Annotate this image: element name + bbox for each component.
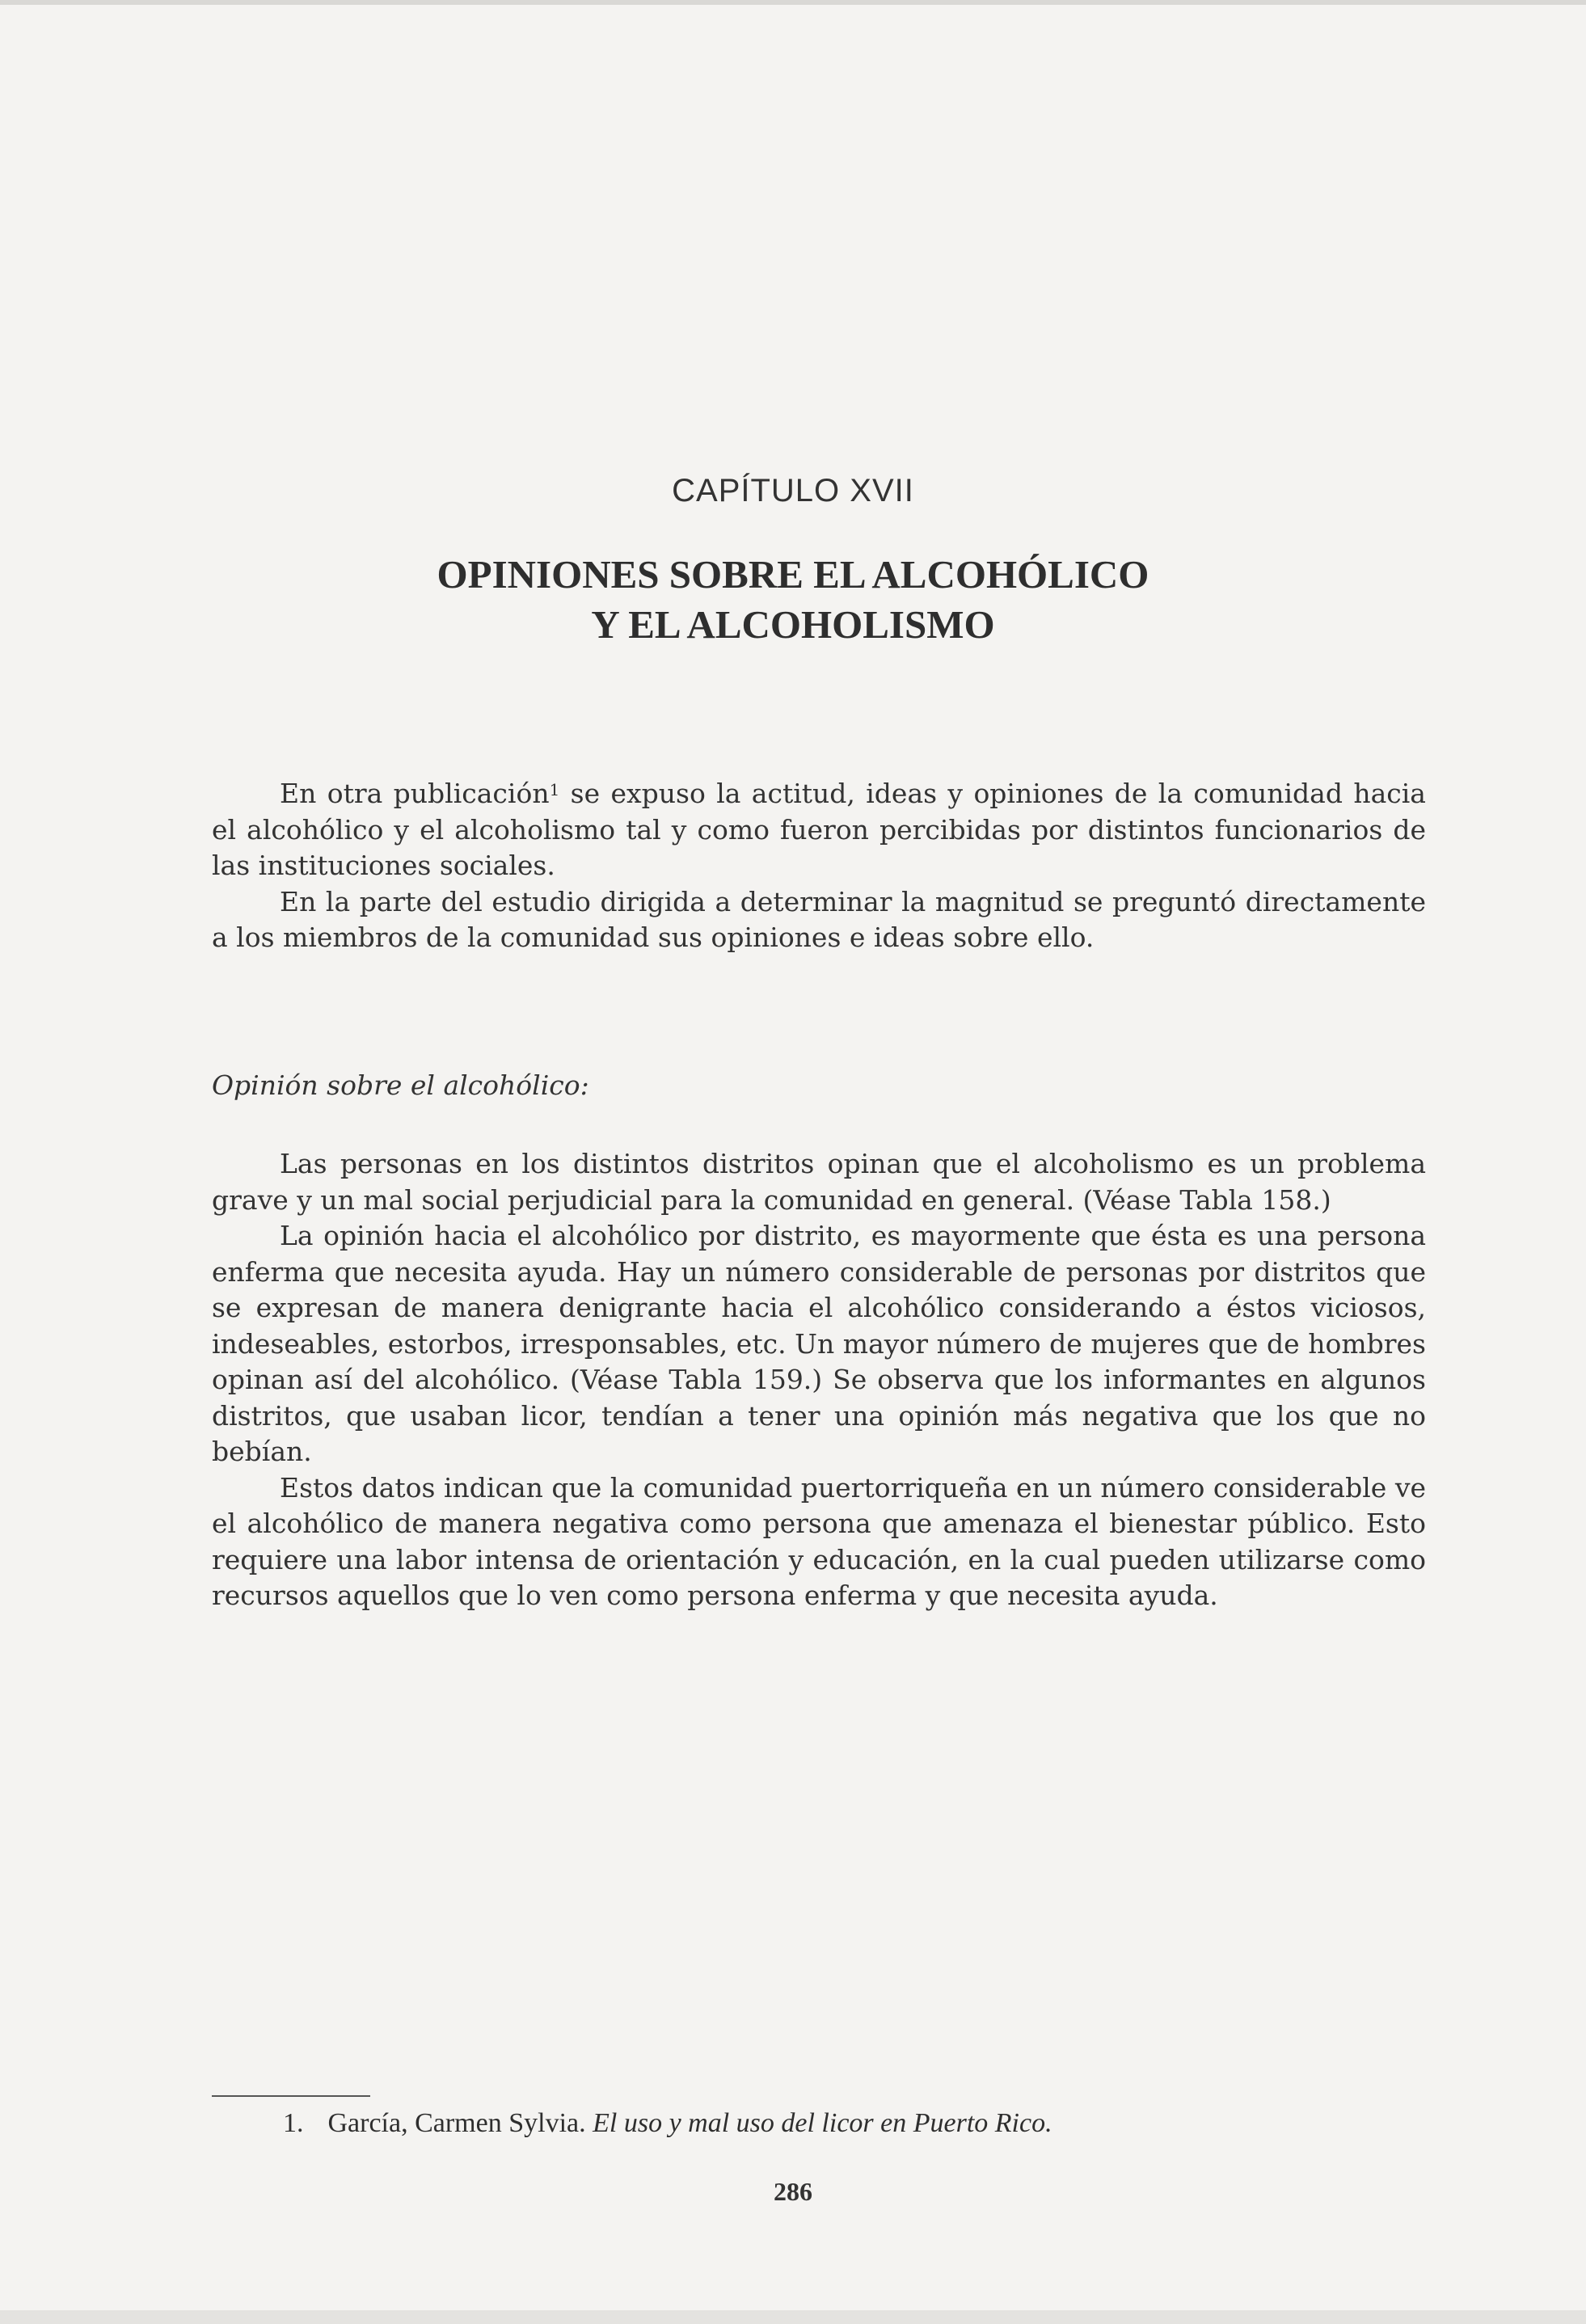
chapter-title-line-2: Y EL ALCOHOLISMO: [591, 602, 995, 647]
chapter-title: [0, 550, 1586, 650]
page-bottom-edge: [0, 2310, 1586, 2324]
section-paragraph-2: La opinión hacia el alcohólico por distrito, es mayormente que ésta es una persona enferma que necesita ayuda. Hay un número considerable de personas por distritos que se expresan de manera denigrante hacia el alcohólico considerando a éstos viciosos, indeseables, estorbos, irresponsables, etc. Un mayor número de mujeres que de hombres opinan así del alcohólico. (Véase Tabla 159.) Se observa que los informantes en algunos distritos, que usaban licor, tendían a tener una opinión más negativa que los que no bebían.: [212, 1220, 1426, 1467]
intro-paragraph-1-rest: se expuso la actitud, ideas y opiniones de la comunidad hacia el alcohólico y el alcoholismo tal y como fueron percibidas por distintos funcionarios de las instituciones sociales.: [212, 778, 1426, 881]
footnote: [283, 2108, 1052, 2139]
intro-block: [212, 776, 1426, 956]
page-top-edge: [0, 0, 1586, 5]
intro-paragraph-2: En la parte del estudio dirigida a determinar la magnitud se preguntó directamente a los miembros de la comunidad sus opiniones e ideas sobre ello.: [212, 885, 1426, 953]
intro-paragraph-1: [212, 776, 1426, 884]
footnote-divider: [212, 2095, 370, 2097]
footnote-author: García, Carmen Sylvia.: [327, 2108, 586, 2138]
footnote-work-title: El uso y mal uso del licor en Puerto Rico.: [593, 2108, 1052, 2138]
section-body: [212, 1146, 1426, 1614]
chapter-label: CAPÍTULO XVII: [672, 473, 914, 508]
section-heading: Opinión sobre el alcohólico:: [212, 1069, 589, 1101]
section-paragraph-1: Las personas en los distintos distritos opinan que el alcoholismo es un problema grave y un mal social perjudicial para la comunidad en general. (Véase Tabla 158.): [212, 1148, 1426, 1216]
footnote-number: 1.: [283, 2108, 304, 2138]
page-number: 286: [774, 2177, 812, 2206]
footnote-reference: 1: [549, 780, 560, 799]
section-paragraph-3: Estos datos indican que la comunidad puertorriqueña en un número considerable ve el alcohólico de manera negativa como persona que amenaza el bienestar público. Esto requiere una labor intensa de orientación y educación, en la cual pueden utilizarse como recursos aquellos que lo ven como persona enferma y que necesita ayuda.: [212, 1471, 1426, 1611]
intro-paragraph-1-start: En otra publicación: [280, 778, 550, 809]
chapter-title-line-1: OPINIONES SOBRE EL ALCOHÓLICO: [437, 552, 1149, 597]
